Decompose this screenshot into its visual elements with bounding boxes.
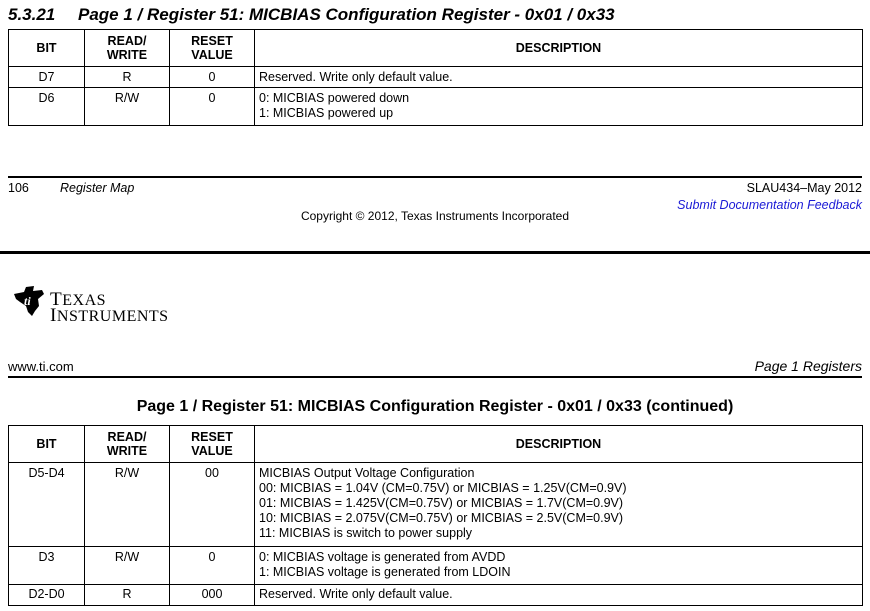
table-row — [9, 463, 863, 547]
cell-read-write: R — [85, 585, 170, 606]
cell-reset: 000 — [170, 585, 255, 606]
header-description: DESCRIPTION — [255, 426, 863, 463]
cell-description: MICBIAS Output Voltage Configuration 00: MICBIAS = 1.04V (CM=0.75V) or MICBIAS = 1.25V(CM=0.9V) 01: MICBIAS = 1.425V(CM=0.75V) or MICBIAS = 1.7V(CM=0.9V) 10: MICBIAS = 2.075V(CM=0.75V) or MICBIAS = 2.5V(CM=0.9V) 11: MICBIAS is switch to power supply — [255, 463, 863, 547]
document-id: SLAU434–May 2012 — [746, 181, 862, 195]
cell-description: Reserved. Write only default value. — [255, 67, 863, 88]
header-read-write: READ/ WRITE — [85, 426, 170, 463]
table-row — [9, 67, 863, 88]
header-bit: BIT — [9, 30, 85, 67]
table-row — [9, 585, 863, 606]
section-heading — [8, 5, 868, 29]
cell-description: Reserved. Write only default value. — [255, 585, 863, 606]
cell-description: 0: MICBIAS voltage is generated from AVDD 1: MICBIAS voltage is generated from LDOIN — [255, 547, 863, 585]
cell-bit: D5-D4 — [9, 463, 85, 547]
section-title: Page 1 / Register 51: MICBIAS Configuration Register - 0x01 / 0x33 — [78, 5, 615, 24]
logo-text-texas: TEXAS — [50, 289, 107, 310]
table-header-row — [9, 426, 863, 463]
cell-reset: 0 — [170, 67, 255, 88]
header-description: DESCRIPTION — [255, 30, 863, 67]
copyright: Copyright © 2012, Texas Instruments Incorporated — [300, 209, 570, 223]
register-table — [8, 29, 863, 126]
header-bit: BIT — [9, 426, 85, 463]
website[interactable]: www.ti.com — [8, 359, 74, 374]
cell-read-write: R/W — [85, 463, 170, 547]
cell-read-write: R — [85, 67, 170, 88]
svg-text:ti: ti — [24, 294, 31, 308]
page-section-name: Page 1 Registers — [754, 358, 862, 374]
header-read-write: READ/ WRITE — [85, 30, 170, 67]
header-reset-value: RESET VALUE — [170, 426, 255, 463]
header-reset-value: RESET VALUE — [170, 30, 255, 67]
continued-table-title: Page 1 / Register 51: MICBIAS Configuration Register - 0x01 / 0x33 (continued) — [136, 398, 734, 415]
ti-logo-icon — [12, 284, 46, 318]
register-table-continued — [8, 425, 863, 606]
cell-read-write: R/W — [85, 88, 170, 126]
cell-bit: D2-D0 — [9, 585, 85, 606]
cell-bit: D7 — [9, 67, 85, 88]
footer-section-name: Register Map — [60, 181, 135, 195]
header-rule — [8, 376, 862, 378]
cell-bit: D6 — [9, 88, 85, 126]
logo-text-instruments: INSTRUMENTS — [50, 305, 169, 326]
cell-reset: 0 — [170, 88, 255, 126]
page-number: 106 — [8, 181, 29, 195]
cell-reset: 0 — [170, 547, 255, 585]
page-break-rule — [0, 251, 870, 254]
section-number: 5.3.21 — [8, 5, 56, 24]
footer-rule — [8, 176, 862, 178]
table-header-row — [9, 30, 863, 67]
table-row — [9, 88, 863, 126]
ti-logo — [12, 284, 182, 324]
cell-reset: 00 — [170, 463, 255, 547]
cell-bit: D3 — [9, 547, 85, 585]
submit-feedback-link[interactable]: Submit Documentation Feedback — [677, 198, 862, 212]
cell-read-write: R/W — [85, 547, 170, 585]
table-row — [9, 547, 863, 585]
cell-description: 0: MICBIAS powered down 1: MICBIAS powered up — [255, 88, 863, 126]
